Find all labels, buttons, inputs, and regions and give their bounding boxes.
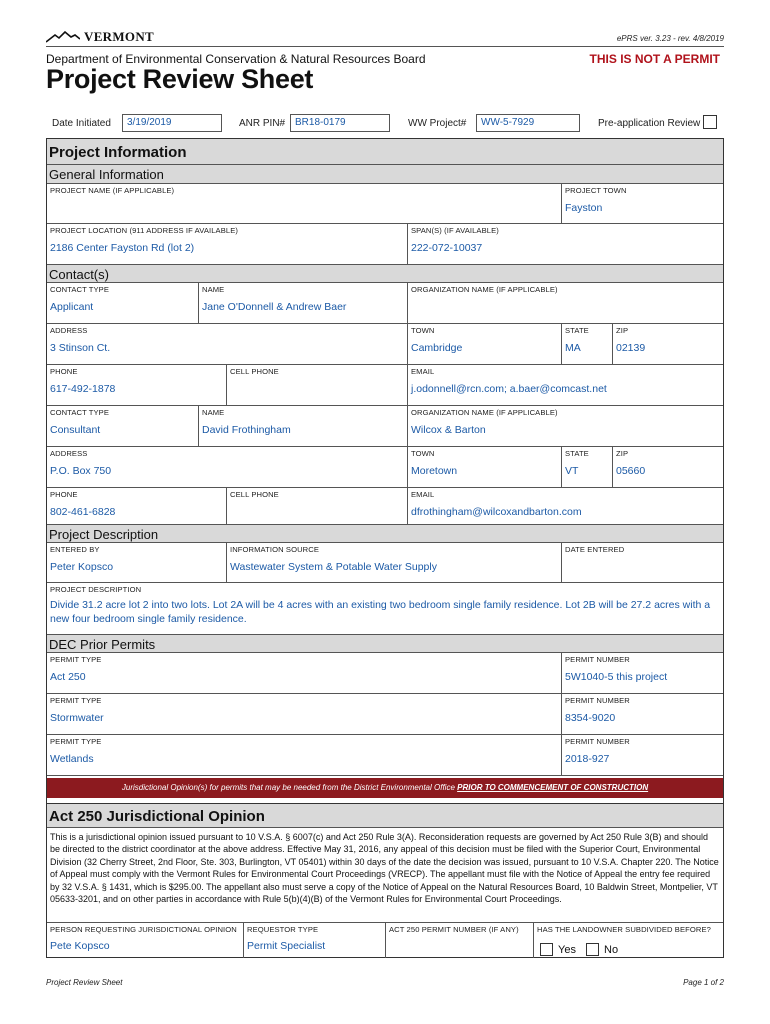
act250-permit-number-label: ACT 250 PERMIT NUMBER (IF ANY) <box>389 925 519 934</box>
span-label: SPAN(S) (IF AVAILABLE) <box>411 226 499 235</box>
date-entered-cell[interactable] <box>562 543 723 583</box>
anr-pin-field[interactable]: BR18-0179 <box>290 114 390 132</box>
contact1-email-value: j.odonnell@rcn.com; a.baer@comcast.net <box>411 383 607 395</box>
contact1-state-cell[interactable] <box>562 324 613 365</box>
state-label: STATE <box>565 326 589 335</box>
entered-by-label: ENTERED BY <box>50 545 100 554</box>
permit-number-cell-1[interactable] <box>562 653 723 694</box>
name-label: NAME <box>202 285 225 294</box>
town-label: TOWN <box>411 449 435 458</box>
header-rule <box>46 46 724 47</box>
project-information-heading: Project Information <box>47 139 723 165</box>
town-label: TOWN <box>411 326 435 335</box>
info-source-cell[interactable] <box>227 543 562 583</box>
act250-heading: Act 250 Jurisdictional Opinion <box>47 804 723 828</box>
permit-number-value: 5W1040-5 this project <box>565 671 668 683</box>
department-name: Department of Environmental Conservation & Natural Resources Board <box>46 52 426 66</box>
permit-number-label: PERMIT NUMBER <box>565 737 630 746</box>
span-value: 222-072-10037 <box>411 242 483 254</box>
no-label: No <box>604 943 619 956</box>
date-initiated-label: Date Initiated <box>52 118 111 129</box>
entered-by-value: Peter Kopsco <box>50 561 114 573</box>
address-label: ADDRESS <box>50 326 88 335</box>
contact2-zip-cell[interactable] <box>613 447 723 488</box>
contact1-org-cell[interactable] <box>408 283 723 324</box>
permit-number-label: PERMIT NUMBER <box>565 696 630 705</box>
banner-emphasis: PRIOR TO COMMENCEMENT OF CONSTRUCTION <box>457 783 649 792</box>
project-form <box>46 138 724 805</box>
info-source-label: INFORMATION SOURCE <box>230 545 319 554</box>
contact2-org-value: Wilcox & Barton <box>411 424 486 436</box>
contact2-phone-cell[interactable] <box>47 488 227 529</box>
contact1-zip-cell[interactable] <box>613 324 723 365</box>
contact2-state-cell[interactable] <box>562 447 613 488</box>
contacts-heading: Contact(s) <box>47 264 723 283</box>
project-description-heading: Project Description <box>47 524 723 543</box>
yes-label: Yes <box>558 943 576 956</box>
permit-type-label: PERMIT TYPE <box>50 696 102 705</box>
footer-page-number: Page 1 of 2 <box>683 978 724 987</box>
act250-permit-number-cell[interactable] <box>386 923 534 958</box>
contact1-type-cell[interactable] <box>47 283 199 324</box>
zip-label: ZIP <box>616 449 629 458</box>
contact2-cell-phone-cell[interactable] <box>227 488 408 529</box>
permit-number-cell-2[interactable] <box>562 694 723 735</box>
person-requesting-label: PERSON REQUESTING JURISDICTIONAL OPINION <box>50 925 237 934</box>
no-option[interactable] <box>586 943 618 956</box>
not-a-permit-notice: THIS IS NOT A PERMIT <box>589 52 720 66</box>
contact1-email-cell[interactable] <box>408 365 723 406</box>
permit-type-value: Wetlands <box>50 753 94 765</box>
act250-section <box>46 803 724 958</box>
ww-project-label: WW Project# <box>408 118 467 129</box>
yes-checkbox[interactable] <box>540 943 553 956</box>
footer-doc-name: Project Review Sheet <box>46 978 123 987</box>
permit-number-value: 8354-9020 <box>565 712 616 724</box>
project-description-value: Divide 31.2 acre lot 2 into two lots. Lot 2A will be 4 acres with an existing two bedroom single family residence. Lot 2B will be 27.2 acres with a new four bedroom single family residence. <box>50 599 711 625</box>
ww-project-field[interactable]: WW-5-7929 <box>476 114 580 132</box>
contact2-name-value: David Frothingham <box>202 424 291 436</box>
subdivided-label: HAS THE LANDOWNER SUBDIVIDED BEFORE? <box>537 925 711 934</box>
contact2-name-cell[interactable] <box>199 406 408 447</box>
project-description-cell[interactable] <box>47 583 723 635</box>
contact2-type-cell[interactable] <box>47 406 199 447</box>
contact-type-label: CONTACT TYPE <box>50 285 110 294</box>
org-label: ORGANIZATION NAME (IF APPLICABLE) <box>411 408 558 417</box>
contact2-zip-value: 05660 <box>616 465 646 477</box>
project-description-label: PROJECT DESCRIPTION <box>50 585 142 594</box>
contact2-town-value: Moretown <box>411 465 458 477</box>
project-location-cell[interactable] <box>47 224 408 265</box>
person-requesting-value: Pete Kopsco <box>50 940 110 952</box>
requestor-type-value: Permit Specialist <box>247 940 326 952</box>
zip-label: ZIP <box>616 326 629 335</box>
contact1-zip-value: 02139 <box>616 342 646 354</box>
permit-type-cell-3[interactable] <box>47 735 562 776</box>
cell-phone-label: CELL PHONE <box>230 490 279 499</box>
mountain-logo-icon <box>46 31 80 43</box>
requestor-type-label: REQUESTOR TYPE <box>247 925 319 934</box>
contact-type-label: CONTACT TYPE <box>50 408 110 417</box>
logo-text: VERMONT <box>84 29 154 44</box>
permit-number-value: 2018-927 <box>565 753 610 765</box>
phone-label: PHONE <box>50 490 78 499</box>
address-label: ADDRESS <box>50 449 88 458</box>
person-requesting-cell[interactable] <box>47 923 244 958</box>
requestor-type-cell[interactable] <box>244 923 386 958</box>
contact1-town-cell[interactable] <box>408 324 562 365</box>
contact1-state-value: MA <box>565 342 581 354</box>
permit-type-label: PERMIT TYPE <box>50 655 102 664</box>
contact2-email-cell[interactable] <box>408 488 723 529</box>
contact1-name-value: Jane O'Donnell & Andrew Baer <box>202 301 347 313</box>
jurisdictional-opinion-banner <box>47 778 723 798</box>
top-fields-row <box>46 112 724 134</box>
name-label: NAME <box>202 408 225 417</box>
contact1-town-value: Cambridge <box>411 342 463 354</box>
cell-phone-label: CELL PHONE <box>230 367 279 376</box>
contact2-address-cell[interactable] <box>47 447 408 488</box>
permit-type-cell-1[interactable] <box>47 653 562 694</box>
org-label: ORGANIZATION NAME (IF APPLICABLE) <box>411 285 558 294</box>
project-name-label: PROJECT NAME (IF APPLICABLE) <box>50 186 175 195</box>
contact1-phone-value: 617-492-1878 <box>50 383 116 395</box>
contact2-state-value: VT <box>565 465 579 477</box>
banner-text: Jurisdictional Opinion(s) for permits that may be needed from the District Environmental Office <box>121 783 455 792</box>
permit-number-label: PERMIT NUMBER <box>565 655 630 664</box>
email-label: EMAIL <box>411 490 435 499</box>
project-name-cell[interactable] <box>47 184 562 224</box>
info-source-value: Wastewater System & Potable Water Supply <box>230 561 437 573</box>
contact1-address-value: 3 Stinson Ct. <box>50 342 111 354</box>
span-cell[interactable] <box>408 224 723 265</box>
permit-type-label: PERMIT TYPE <box>50 737 102 746</box>
contact2-email-value: dfrothingham@wilcoxandbarton.com <box>411 506 582 518</box>
project-town-label: PROJECT TOWN <box>565 186 627 195</box>
entered-by-cell[interactable] <box>47 543 227 583</box>
preapp-checkbox[interactable] <box>703 115 717 129</box>
page-title: Project Review Sheet <box>46 64 314 94</box>
subdivided-cell <box>534 923 723 958</box>
contact1-type-value: Applicant <box>50 301 94 313</box>
vermont-logo <box>46 29 154 45</box>
contact1-phone-cell[interactable] <box>47 365 227 406</box>
permit-number-cell-3[interactable] <box>562 735 723 776</box>
anr-pin-label: ANR PIN# <box>239 118 286 129</box>
act250-text: This is a jurisdictional opinion issued pursuant to 10 V.S.A. § 6007(c) and Act 250 Rule 3(A). Reconsideration requests are governed by Act 250 Rule 3(B) and should be directed to the district coordinator at the above address. Effective May 31, 2016, any appeal of this decision must be filed with the Superior Court, Environmental Division (32 Cherry Street, 2nd Floor, Ste. 303, Burlington, VT 05401) within 30 days of the date the decision was issued, pursuant to 10 V.S.A. Chapter 220. The Notice of Appeal must comply with the Vermont Rules for Environmental Court Proceedings (VRECP). The appellant must file with the Notice of Appeal the entry fee required by 32 V.S.A. § 1431, which is $295.00. The appellant also must serve a copy of the Notice of Appeal on the Natural Resources Board, 10 Baldwin Street, Montpelier, VT 05633-3201, and on other parties in accordance with Rule 5(b)(4)(B) of the Vermont Rules for Environmental Court Proceedings. <box>50 832 719 905</box>
permit-type-value: Stormwater <box>50 712 104 724</box>
version-text: ePRS ver. 3.23 - rev. 4/8/2019 <box>616 34 724 43</box>
email-label: EMAIL <box>411 367 435 376</box>
date-entered-label: DATE ENTERED <box>565 545 625 554</box>
project-town-cell[interactable] <box>562 184 723 224</box>
contact2-town-cell[interactable] <box>408 447 562 488</box>
act250-fields-row <box>47 922 723 958</box>
prior-permits-heading: DEC Prior Permits <box>47 634 723 653</box>
date-initiated-field[interactable]: 3/19/2019 <box>122 114 222 132</box>
project-location-label: PROJECT LOCATION (911 ADDRESS IF AVAILABLE) <box>50 226 239 235</box>
preapp-label: Pre-application Review <box>598 118 701 129</box>
project-location-value: 2186 Center Fayston Rd (lot 2) <box>50 242 195 254</box>
permit-type-cell-2[interactable] <box>47 694 562 735</box>
project-town-value: Fayston <box>565 202 603 214</box>
contact1-name-cell[interactable] <box>199 283 408 324</box>
general-information-heading: General Information <box>47 165 723 184</box>
contact2-phone-value: 802-461-6828 <box>50 506 116 518</box>
contact2-address-value: P.O. Box 750 <box>50 465 112 477</box>
yes-option[interactable] <box>540 943 576 956</box>
contact1-address-cell[interactable] <box>47 324 408 365</box>
permit-type-value: Act 250 <box>50 671 86 683</box>
phone-label: PHONE <box>50 367 78 376</box>
contact1-cell-phone-cell[interactable] <box>227 365 408 406</box>
contact2-org-cell[interactable] <box>408 406 723 447</box>
contact2-type-value: Consultant <box>50 424 101 436</box>
no-checkbox[interactable] <box>586 943 599 956</box>
state-label: STATE <box>565 449 589 458</box>
